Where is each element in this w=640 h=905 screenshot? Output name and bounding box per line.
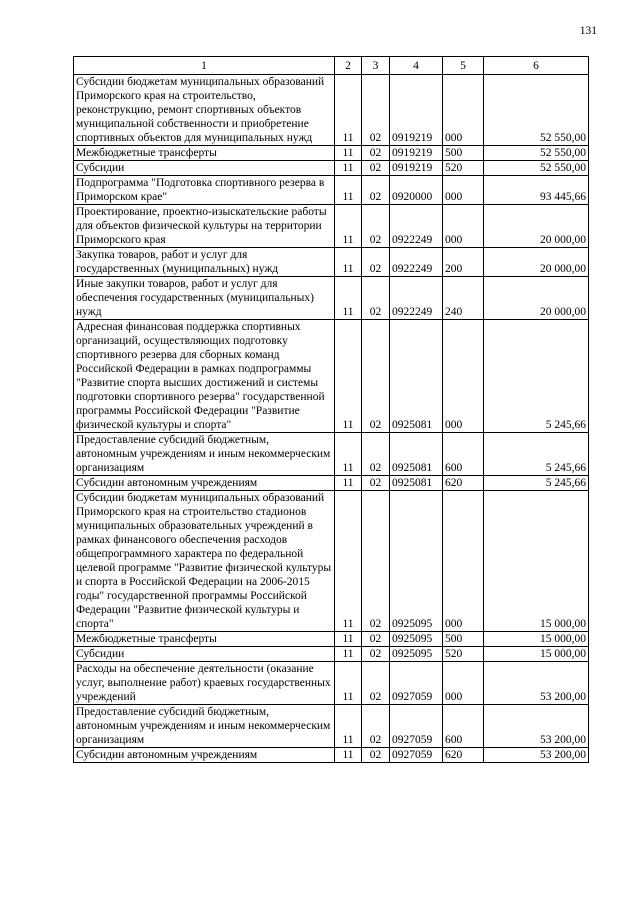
- expense-type-cell: 620: [443, 476, 484, 491]
- amount-cell: 15 000,00: [484, 632, 589, 647]
- table-row: [74, 476, 589, 491]
- table-row: [74, 632, 589, 647]
- expense-type-cell: 500: [443, 146, 484, 161]
- table-row: [74, 75, 589, 146]
- table-header: [74, 57, 589, 75]
- section-code-cell: 11: [335, 75, 362, 146]
- subsection-code-cell: 02: [362, 748, 390, 763]
- table-row: [74, 662, 589, 705]
- table-row: [74, 277, 589, 320]
- subsection-code-cell: 02: [362, 161, 390, 176]
- expenditure-name-cell: Подпрограмма "Подготовка спортивного резерва в Приморском крае": [74, 176, 335, 205]
- section-code-cell: 11: [335, 176, 362, 205]
- section-code-cell: 11: [335, 491, 362, 632]
- expense-type-cell: 000: [443, 205, 484, 248]
- expense-type-cell: 000: [443, 176, 484, 205]
- target-article-cell: 0919219: [390, 146, 443, 161]
- expenditure-name-cell: Проектирование, проектно-изыскательские работы для объектов физической культуры на территории Приморского края: [74, 205, 335, 248]
- table-row: [74, 491, 589, 632]
- section-code-cell: 11: [335, 205, 362, 248]
- amount-cell: 20 000,00: [484, 205, 589, 248]
- header-cell: 1: [74, 57, 335, 75]
- target-article-cell: 0922249: [390, 248, 443, 277]
- target-article-cell: 0925095: [390, 647, 443, 662]
- expenditure-name-cell: Субсидии: [74, 647, 335, 662]
- subsection-code-cell: 02: [362, 433, 390, 476]
- header-cell: 5: [443, 57, 484, 75]
- amount-cell: 5 245,66: [484, 320, 589, 433]
- expense-type-cell: 000: [443, 320, 484, 433]
- target-article-cell: 0927059: [390, 662, 443, 705]
- section-code-cell: 11: [335, 161, 362, 176]
- target-article-cell: 0922249: [390, 205, 443, 248]
- target-article-cell: 0920000: [390, 176, 443, 205]
- amount-cell: 52 550,00: [484, 75, 589, 146]
- page-number: 131: [579, 25, 597, 37]
- section-code-cell: 11: [335, 705, 362, 748]
- section-code-cell: 11: [335, 320, 362, 433]
- subsection-code-cell: 02: [362, 705, 390, 748]
- expenditure-name-cell: Субсидии бюджетам муниципальных образований Приморского края на строительство, реконструкцию, ремонт спортивных объектов муниципальной собственности и приобретение спортивных объектов для муниципальных нужд: [74, 75, 335, 146]
- header-row: [74, 57, 589, 75]
- expense-type-cell: 200: [443, 248, 484, 277]
- table-body: [74, 75, 589, 763]
- expenditure-name-cell: Субсидии автономным учреждениям: [74, 476, 335, 491]
- table-row: [74, 705, 589, 748]
- target-article-cell: 0919219: [390, 161, 443, 176]
- amount-cell: 52 550,00: [484, 161, 589, 176]
- expense-type-cell: 500: [443, 632, 484, 647]
- table-row: [74, 748, 589, 763]
- table-row: [74, 320, 589, 433]
- amount-cell: 52 550,00: [484, 146, 589, 161]
- target-article-cell: 0919219: [390, 75, 443, 146]
- target-article-cell: 0927059: [390, 705, 443, 748]
- expense-type-cell: 520: [443, 647, 484, 662]
- expenditure-name-cell: Иные закупки товаров, работ и услуг для обеспечения государственных (муниципальных) нужд: [74, 277, 335, 320]
- amount-cell: 15 000,00: [484, 647, 589, 662]
- section-code-cell: 11: [335, 662, 362, 705]
- target-article-cell: 0925081: [390, 433, 443, 476]
- expense-type-cell: 000: [443, 491, 484, 632]
- expense-type-cell: 000: [443, 75, 484, 146]
- section-code-cell: 11: [335, 632, 362, 647]
- table-row: [74, 647, 589, 662]
- table-row: [74, 146, 589, 161]
- expenditure-name-cell: Адресная финансовая поддержка спортивных организаций, осуществляющих подготовку спортивного резерва для сборных команд Российской Федерации в рамках подпрограммы "Развитие спорта высших достижений и системы подготовки спортивного резерва" государственной программы Российской Федерации "Развитие физической культуры и спорта": [74, 320, 335, 433]
- expenditure-name-cell: Субсидии автономным учреждениям: [74, 748, 335, 763]
- target-article-cell: 0927059: [390, 748, 443, 763]
- subsection-code-cell: 02: [362, 491, 390, 632]
- target-article-cell: 0925095: [390, 491, 443, 632]
- subsection-code-cell: 02: [362, 647, 390, 662]
- expense-type-cell: 000: [443, 662, 484, 705]
- target-article-cell: 0925081: [390, 320, 443, 433]
- expenditure-name-cell: Предоставление субсидий бюджетным, автономным учреждениям и иным некоммерческим организациям: [74, 705, 335, 748]
- expenditure-name-cell: Межбюджетные трансферты: [74, 632, 335, 647]
- expense-type-cell: 600: [443, 433, 484, 476]
- subsection-code-cell: 02: [362, 75, 390, 146]
- subsection-code-cell: 02: [362, 632, 390, 647]
- amount-cell: 5 245,66: [484, 433, 589, 476]
- header-cell: 3: [362, 57, 390, 75]
- section-code-cell: 11: [335, 647, 362, 662]
- section-code-cell: 11: [335, 248, 362, 277]
- subsection-code-cell: 02: [362, 176, 390, 205]
- amount-cell: 15 000,00: [484, 491, 589, 632]
- amount-cell: 53 200,00: [484, 748, 589, 763]
- table-row: [74, 176, 589, 205]
- amount-cell: 20 000,00: [484, 277, 589, 320]
- amount-cell: 5 245,66: [484, 476, 589, 491]
- target-article-cell: 0925081: [390, 476, 443, 491]
- target-article-cell: 0922249: [390, 277, 443, 320]
- expenditure-name-cell: Субсидии бюджетам муниципальных образований Приморского края на строительство стадионов муниципальных образовательных учреждений в рамках финансового обеспечения расходов общепрограммного характера по федеральной целевой программе "Развитие физической культуры и спорта в Российской Федерации на 2006-2015 годы" государственной программы Российской Федерации "Развитие физической культуры и спорта": [74, 491, 335, 632]
- section-code-cell: 11: [335, 433, 362, 476]
- subsection-code-cell: 02: [362, 277, 390, 320]
- header-cell: 6: [484, 57, 589, 75]
- header-cell: 4: [390, 57, 443, 75]
- table-row: [74, 161, 589, 176]
- subsection-code-cell: 02: [362, 146, 390, 161]
- section-code-cell: 11: [335, 476, 362, 491]
- expense-type-cell: 240: [443, 277, 484, 320]
- target-article-cell: 0925095: [390, 632, 443, 647]
- subsection-code-cell: 02: [362, 476, 390, 491]
- amount-cell: 53 200,00: [484, 705, 589, 748]
- expenditure-name-cell: Закупка товаров, работ и услуг для государственных (муниципальных) нужд: [74, 248, 335, 277]
- header-cell: 2: [335, 57, 362, 75]
- subsection-code-cell: 02: [362, 205, 390, 248]
- section-code-cell: 11: [335, 146, 362, 161]
- expenditure-name-cell: Межбюджетные трансферты: [74, 146, 335, 161]
- expenditure-name-cell: Предоставление субсидий бюджетным, автономным учреждениям и иным некоммерческим организациям: [74, 433, 335, 476]
- amount-cell: 20 000,00: [484, 248, 589, 277]
- expenditure-name-cell: Расходы на обеспечение деятельности (оказание услуг, выполнение работ) краевых государственных учреждений: [74, 662, 335, 705]
- subsection-code-cell: 02: [362, 248, 390, 277]
- expense-type-cell: 600: [443, 705, 484, 748]
- table-row: [74, 433, 589, 476]
- subsection-code-cell: 02: [362, 320, 390, 433]
- expense-type-cell: 520: [443, 161, 484, 176]
- section-code-cell: 11: [335, 748, 362, 763]
- section-code-cell: 11: [335, 277, 362, 320]
- budget-table: [73, 56, 589, 763]
- table-row: [74, 205, 589, 248]
- expenditure-name-cell: Субсидии: [74, 161, 335, 176]
- amount-cell: 53 200,00: [484, 662, 589, 705]
- table-row: [74, 248, 589, 277]
- expense-type-cell: 620: [443, 748, 484, 763]
- amount-cell: 93 445,66: [484, 176, 589, 205]
- subsection-code-cell: 02: [362, 662, 390, 705]
